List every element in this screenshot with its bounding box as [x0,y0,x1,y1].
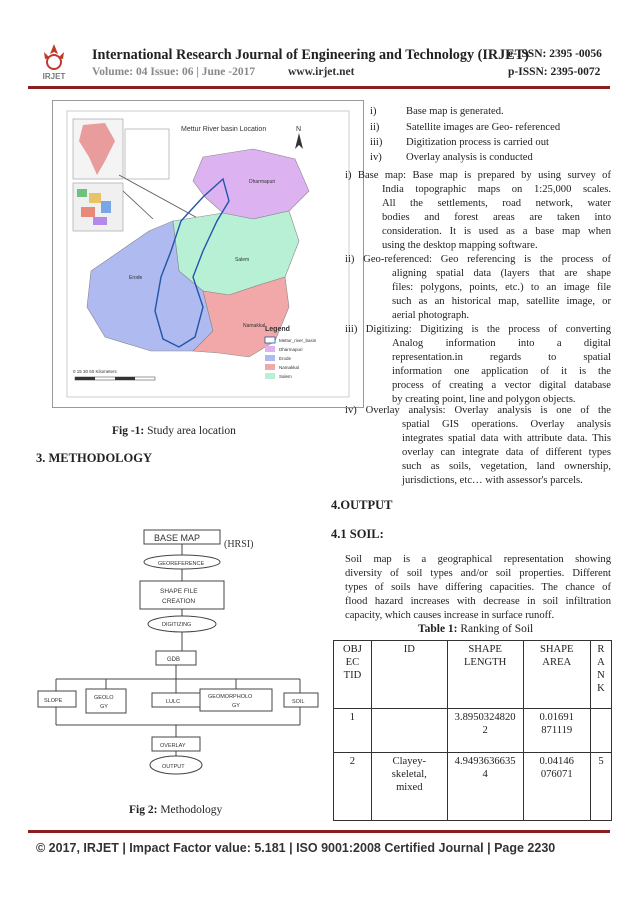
header-shape-area: SHAPE AREA [523,641,590,709]
text-geology: GEOLO [94,695,114,701]
text-digitizing: DIGITIZING [162,622,192,628]
text-geomorphology: GEOMORPHOLO [208,694,253,700]
para-georeferenced: ii) Geo-referenced: Geo referencing is the process of aligning spatial data (layers that are shape files: polygons, points, etc.) to an image file such as an historical map, satellite image, or aerial photograph. [345,254,611,322]
journal-title: International Research Journal of Engineering and Technology (IRJET) [92,47,529,63]
header-objectid: OBJ EC TID [334,641,372,709]
header-rule [28,86,610,89]
text-shape-file: SHAPE FILE [160,588,198,595]
fig2-caption: Fig 2: Methodology [129,804,223,816]
legend-item: Dharmapuri [279,347,303,352]
header-shape-length: SHAPE LENGTH [447,641,523,709]
text-lulc: LULC [166,699,181,705]
label-namakkal: Namakkal [243,323,266,329]
step-text: Overlay analysis is conducted [406,152,533,163]
step-num: ii) [370,122,380,133]
legend-item: Mettur_river_basin [279,338,317,343]
para-digitizing: iii) Digitizing: Digitizing is the process of converting Analog information into a digital representation.in regards to spatial information one application of it is the process of creating a vector digital database by creating point, line and polygon objects. [345,324,611,406]
eissn: e-ISSN: 2395 -0056 [508,48,602,60]
step-text: Digitization process is carried out [406,137,549,148]
scale-bar-label: 0 15 30 60 Kilometers [73,369,117,374]
para-base-map: i) Base map: Base map is prepared by using survey of India topographic maps on 1:25,000 scales. All the settlements, road network, water bodies and forest areas are taken into consideration. It is used as a base map when using the desktop mapping software. [345,170,611,252]
step-num: iii) [370,137,383,148]
study-area-map [52,100,364,408]
table-caption: Table 1: Ranking of Soil [418,623,534,635]
logo-text: IRJET [42,72,66,81]
text-hrsi: (HRSI) [224,539,254,550]
map-title: Mettur River basin Location [181,126,267,133]
volume-info: Volume: 04 Issue: 06 | June -2017 [92,66,256,78]
text-overlay: OVERLAY [160,743,186,749]
section-output: 4.OUTPUT [331,498,393,512]
text-slope: SLOPE [44,698,63,704]
pissn: p-ISSN: 2395-0072 [508,66,601,78]
text-georeference: GEOREFERENCE [158,561,205,567]
north-label: N [296,126,302,133]
text-gdb: GDB [167,657,181,663]
legend-item: Erode [279,356,292,361]
label-salem: Salem [235,257,250,263]
text-base-map: BASE MAP [154,533,201,543]
text-soil: SOIL [292,699,305,705]
fig1-caption: Fig -1: Study area location [112,425,236,437]
step-text: Base map is generated. [406,106,504,117]
legend-item: Namakkal [279,365,300,370]
irjet-logo [36,42,72,82]
step-num: i) [370,106,377,117]
section-methodology: 3. METHODOLOGY [36,451,152,465]
methodology-flowchart [36,525,322,797]
step-text: Satellite images are Geo- referenced [406,122,561,133]
para-soil: Soil map is a geographical representation showing diversity of soil types and/or soil properties. Different types of soils have differing capacities. The chance of flood hazard increases with decrease in soil infiltration capacity, which causes increase in surface runoff. [345,554,611,622]
step-num: iv) [370,152,382,163]
para-overlay: iv) Overlay analysis: Overlay analysis is one of the spatial GIS operations. Overlay analysis integrates spatial data with attribute data. This overlay can integrate data of different types such as soils, vegetation, land ownership, jurisdictions, etc… with assessor's parcels. [345,405,611,487]
header-id: ID [371,641,447,709]
text-geology-2: GY [100,704,108,710]
footer-rule [28,830,610,833]
legend-item: Salem [279,374,292,379]
page-footer: © 2017, IRJET | Impact Factor value: 5.181 | ISO 9001:2008 Certified Journal | Page 2230 [36,841,556,855]
label-erode: Erode [129,275,143,281]
header-rank: R A N K [590,641,611,709]
text-geomorphology-2: GY [232,703,240,709]
section-soil: 4.1 SOIL: [331,527,384,541]
soil-ranking-table [333,640,612,821]
text-output: OUTPUT [162,764,185,770]
table-header-row [334,641,612,709]
table-row: 2 Clayey- skeletal, mixed 4.9493636635 4 0.04146 076071 5 [334,753,612,821]
table-row: 1 3.8950324820 2 0.01691 871119 [334,709,612,753]
label-dharmapuri: Dharmapuri [249,179,276,185]
text-creation: CREATION [162,598,196,605]
website-link[interactable]: www.irjet.net [288,66,355,78]
legend-title: Legend [265,326,290,333]
